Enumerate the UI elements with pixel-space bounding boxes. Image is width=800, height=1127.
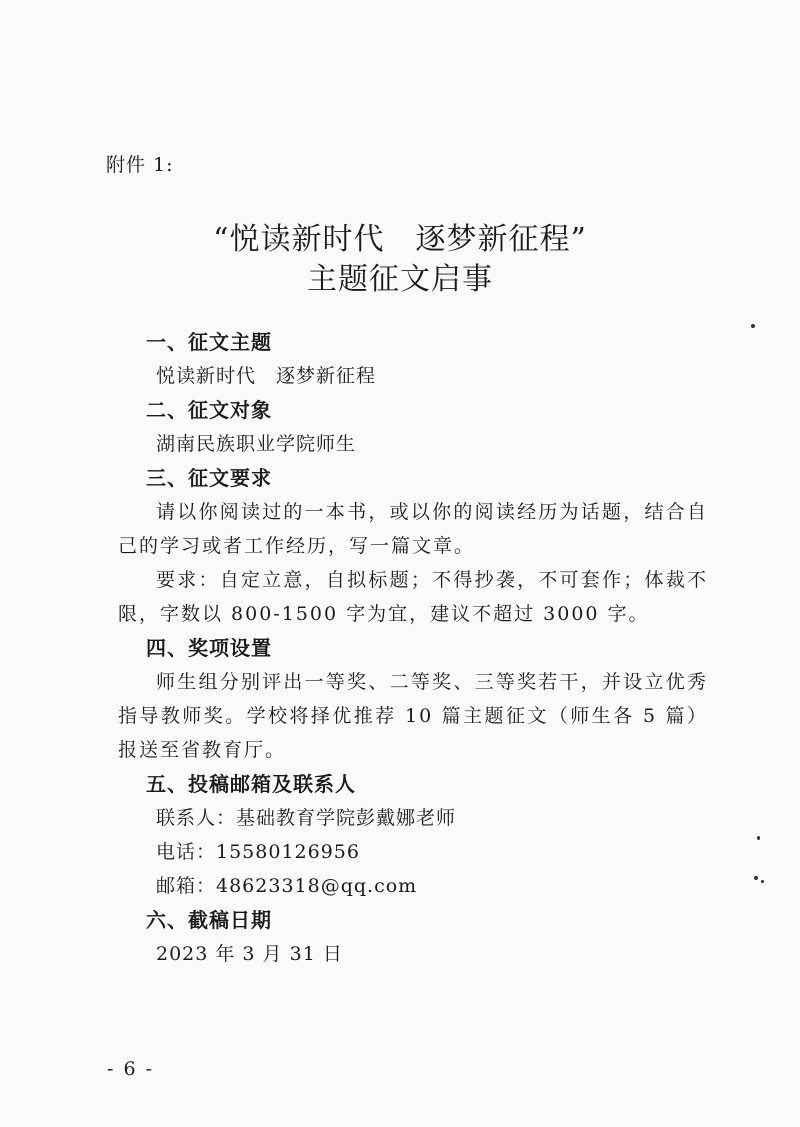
- title-line-2: 主题征文启事: [307, 262, 493, 297]
- section-2-body: 湖南民族职业学院师生: [156, 433, 357, 455]
- section-3-paragraph-1: 请以你阅读过的一本书，或以你的阅读经历为话题，结合自己的学习或者工作经历，写一篇文章。: [118, 501, 708, 557]
- section-1-body: 悦读新时代 逐梦新征程: [156, 365, 377, 387]
- contact-phone: 电话：15580126956: [156, 841, 360, 863]
- section-3-heading: 三、征文要求: [146, 466, 272, 490]
- scan-speck: [751, 324, 755, 328]
- contact-person: 联系人：基础教育学院彭戴娜老师: [156, 807, 457, 829]
- scan-speck: [757, 836, 760, 840]
- document-body: [118, 325, 708, 971]
- section-1-heading: 一、征文主题: [146, 330, 272, 354]
- title-line-1: “悦读新时代 逐梦新征程”: [213, 222, 587, 257]
- section-3-paragraph-2: 要求：自定立意，自拟标题；不得抄袭，不可套作；体裁不限，字数以 800-1500 字为宜，建议不超过 3000 字。: [118, 569, 708, 625]
- scan-speck: [754, 876, 758, 880]
- section-2-heading: 二、征文对象: [146, 398, 272, 422]
- page-number: - 6 -: [107, 1058, 155, 1080]
- deadline-date: 2023 年 3 月 31 日: [156, 943, 343, 965]
- section-4-paragraph-1: 师生组分别评出一等奖、二等奖、三等奖若干，并设立优秀指导教师奖。学校将择优推荐 10 篇主题征文（师生各 5 篇）报送至省教育厅。: [118, 671, 708, 761]
- scan-speck: [761, 880, 764, 883]
- section-6-heading: 六、截稿日期: [146, 908, 272, 932]
- section-5-heading: 五、投稿邮箱及联系人: [146, 772, 356, 796]
- contact-email: 邮箱：48623318@qq.com: [156, 875, 418, 897]
- attachment-label: 附件 1:: [106, 154, 174, 176]
- section-4-heading: 四、奖项设置: [146, 636, 272, 660]
